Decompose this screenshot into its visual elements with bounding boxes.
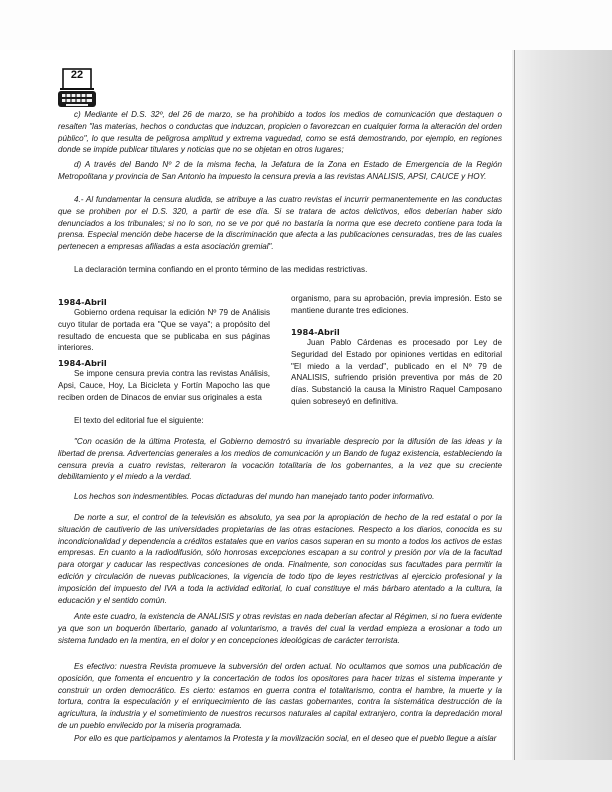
- editorial-paragraph-1: "Con ocasión de la última Protesta, el Gobierno demostró su invariable desprecio por la difusión de las ideas y la libertad de prensa. Advertencias generales a los medios de comunicación y un Bando de fugaz existencia, estableciendo la censura previa a cuatro revistas, reiteraron la vocación totalitaria de los gobernantes, a la vez que su creciente debilitamiento y el miedo a la verdad.: [58, 437, 502, 482]
- scan-top-margin: [0, 0, 612, 50]
- page-number: 22: [70, 69, 84, 81]
- scan-bottom-margin: [0, 760, 612, 792]
- col2-paragraph-2: Juan Pablo Cárdenas es procesado por Ley de Seguridad del Estado por opiniones vertidas en editorial "El miedo a la verdad", publicado en el Nº 79 de ANALISIS, sufriendo prisión preventiva por más de 20 días. Substanció la causa la Ministro Raquel Camposano quien sobreseyó en definitiva.: [291, 338, 502, 406]
- paragraph-c: c) Mediante el D.S. 32º, del 26 de marzo, se ha prohibido a todos los medios de comunicación que destaquen o resalten "las materias, hechos o conductas que induzcan, propicien o favorezcan en cualquier forma la alteración del orden público", lo que resulta de peligrosa amplitud y extrema vaguedad, como se está demostrando, por ejemplo, en regiones donde se impide publicar titulares y noticias que no se objetan en otros lugares;: [58, 110, 502, 155]
- paragraph-d: d) A través del Bando Nº 2 de la misma fecha, la Jefatura de la Zona en Estado de Emergencia de la Región Metropolitana y provincia de San Antonio ha impuesto la censura previa a las revistas ANALISIS, APSI, CAUCE y HOY.: [58, 160, 502, 181]
- paragraph-4: 4.- Al fundamentar la censura aludida, se atribuye a las cuatro revistas el incurrir permanentemente en las conductas que se prohiben por el D.S. 320, a partir de ese día. Si se tratara de actos delictivos, ellos deberían haber sido denunciados a los tribunales; si no lo son, no se ve por qué no bastaría la norma que ese decreto contiene para toda la prensa. Especial mención debe hacerse de la discriminación que afecta a las publicaciones censuradas, tres de las cuales pertenecen a empresas afiliadas a esta asociación gremial".: [58, 195, 502, 252]
- editorial-intro: El texto del editorial fue el siguiente:: [74, 416, 204, 425]
- page-edge-line: [514, 50, 515, 792]
- heading-1984-abril-3: 1984-Abril: [291, 327, 340, 337]
- col1-paragraph-2: Se impone censura previa contra las revistas Análisis, Apsi, Cauce, Hoy, La Bicicleta y Fortín Mapocho las que reciben orden de Dinacos de enviar sus originales a esta: [58, 369, 270, 402]
- heading-1984-abril-2: 1984-Abril: [58, 358, 107, 368]
- paragraph-declaration: La declaración termina confiando en el pronto término de las medidas restrictivas.: [74, 265, 368, 274]
- editorial-paragraph-6: Por ello es que participamos y alentamos la Protesta y la movilización social, en el deseo que el pueblo llegue a aislar: [74, 734, 497, 743]
- editorial-paragraph-2: Los hechos son indesmentibles. Pocas dictaduras del mundo han manejado tanto poder informativo.: [74, 492, 435, 501]
- bleed-through-right-margin: [512, 50, 612, 792]
- editorial-paragraph-5: Es efectivo: nuestra Revista promueve la subversión del orden actual. No ocultamos que somos una publicación de oposición, que fomenta el encuentro y la concertación de todos los opositores para hacer trizas el sistema imperante y construir un orden democrático. Es cierto: estamos en guerra contra el totalitarismo, contra el hambre, la muerte y la tortura, contra la especulación y el enriquecimiento de las castas gobernantes, contra la sistemática destrucción de la agricultura, la industria y el sometimiento de nuestros recursos naturales al capital extranjero, contra la depredación moral de un pueblo envilecido por la miseria programada.: [58, 662, 502, 730]
- editorial-paragraph-3: De norte a sur, el control de la televisión es absoluto, ya sea por la apropiación de hecho de la red estatal o por la situación de cautiverio de las universidades propietarias de las otras estaciones. Respecto a los diarios, conocida es su incondicionalidad y dependencia a créditos estatales que en varios casos superan en su monto a todos los activos de estas empresas. En cuanto a la radiodifusión, sólo honrosas excepciones escapan a su control y presión por vía de la facultad para otorgar y caducar las respectivas concesiones de onda. Finalmente, son conocidas sus facultades para permitir la edición y circulación de nuevas publicaciones, la vigencia de todo tipo de leyes restrictivas al ejercicio profesional y la imposición del impuesto del IVA a toda la actividad editorial, lo cual constituye el más bárbaro atentado a la cultura, la educación y el sentido común.: [58, 513, 502, 605]
- col1-paragraph-1: Gobierno ordena requisar la edición Nº 79 de Análisis cuyo titular de portada era "Que se vaya"; a propósito del resultado de encuesta que se publicaba en sus páginas interiores.: [58, 308, 270, 353]
- editorial-paragraph-4: Ante este cuadro, la existencia de ANALISIS y otras revistas en nada deberían afectar al Régimen, si no fuera evidente ya que son un boquerón libertario, ganado al voluntarismo, a través del cual la verdad empieza a erosionar a todo un sistema fundado en la mentira, en el dolor y en concepciones ideológicas de carácter terrorista.: [58, 612, 502, 645]
- heading-1984-abril-1: 1984-Abril: [58, 297, 107, 307]
- col2-paragraph-1: organismo, para su aprobación, previa impresión. Esto se mantiene durante tres ediciones.: [291, 294, 502, 315]
